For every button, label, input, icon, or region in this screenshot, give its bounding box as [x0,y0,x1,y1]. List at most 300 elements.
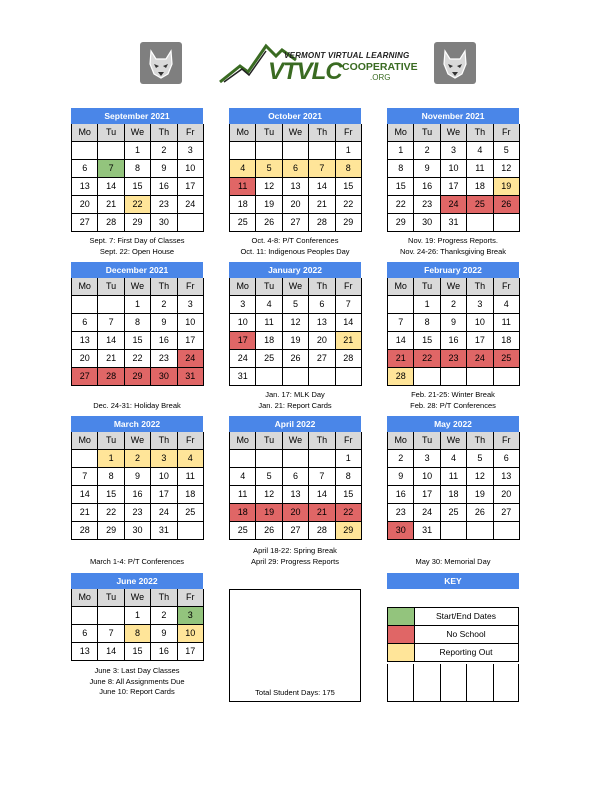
month-title: May 2022 [387,416,519,432]
day-cell: 14 [98,643,124,661]
day-cell: 14 [388,332,414,350]
day-cell: 9 [414,160,440,178]
day-cell: 14 [309,486,335,504]
day-cell: 14 [98,178,124,196]
day-cell: 17 [414,486,440,504]
month-grid [229,432,361,540]
day-cell: 24 [414,504,440,522]
day-cell [256,142,282,160]
day-cell: 28 [72,522,98,540]
month-grid [387,124,519,232]
day-cell: 4 [230,468,256,486]
month-notes [71,236,203,257]
weekday-header: Mo [72,589,98,607]
day-cell: 11 [178,468,204,486]
note-line: April 18-22: Spring Break [253,546,337,555]
day-cell [441,368,467,386]
day-cell: 8 [336,468,362,486]
day-cell: 20 [72,350,98,368]
weekday-header: Th [151,124,177,142]
day-cell: 24 [178,350,204,368]
day-cell: 28 [309,214,335,232]
note-line: Oct. 11: Indigenous Peoples Day [240,246,350,256]
day-cell: 6 [72,625,98,643]
weekday-header: Tu [98,589,124,607]
weekday-header: Tu [98,432,124,450]
day-cell: 1 [98,450,124,468]
day-cell: 3 [151,450,177,468]
day-cell: 16 [151,178,177,196]
day-cell: 25 [230,214,256,232]
month-calendar [71,108,203,232]
weekday-header: Mo [72,278,98,296]
day-cell: 17 [151,486,177,504]
month-grid [71,432,203,540]
day-cell: 20 [494,486,520,504]
day-cell: 8 [125,625,151,643]
month-notes [229,236,361,257]
day-cell: 17 [178,178,204,196]
day-cell: 7 [309,160,335,178]
day-cell: 31 [441,214,467,232]
day-cell [230,142,256,160]
day-cell: 4 [441,450,467,468]
month-calendar [387,108,519,232]
day-cell: 15 [125,332,151,350]
day-cell: 21 [336,332,362,350]
day-cell: 24 [441,196,467,214]
weekday-header: We [441,432,467,450]
weekday-header: Fr [336,278,362,296]
weekday-header: Tu [256,124,282,142]
month-calendar [229,108,361,232]
month-notes [229,546,361,567]
weekday-header: Tu [414,278,440,296]
weekday-header: We [283,124,309,142]
day-cell: 15 [414,332,440,350]
day-cell: 2 [151,296,177,314]
note-line: May 30: Memorial Day [415,557,491,566]
key-item-no-school [387,625,519,644]
month-notes [71,557,203,568]
weekday-header: We [125,278,151,296]
day-cell: 27 [309,350,335,368]
day-cell: 30 [125,522,151,540]
day-cell: 15 [336,486,362,504]
month-grid [71,589,203,661]
day-cell: 29 [98,522,124,540]
day-cell [388,296,414,314]
day-cell [467,368,493,386]
day-cell: 13 [283,486,309,504]
day-cell: 23 [151,350,177,368]
weekday-header: Th [309,278,335,296]
day-cell [414,368,440,386]
note-line: Nov. 24-26: Thanksgiving Break [399,246,507,256]
weekday-header: Mo [72,432,98,450]
logo-org: .ORG [370,73,391,82]
month-notes [387,390,519,411]
day-cell: 28 [388,368,414,386]
day-cell: 5 [494,142,520,160]
key-empty-box [387,664,519,702]
day-cell: 28 [309,522,335,540]
weekday-header: Tu [98,124,124,142]
day-cell: 10 [178,160,204,178]
weekday-header: Fr [494,124,520,142]
day-cell: 21 [98,350,124,368]
day-cell: 15 [336,178,362,196]
day-cell: 18 [230,196,256,214]
day-cell: 10 [230,314,256,332]
note-line: June 10: Report Cards [99,687,175,696]
vtvlc-logo [218,38,418,86]
day-cell: 29 [388,214,414,232]
day-cell: 12 [283,314,309,332]
day-cell: 16 [388,486,414,504]
day-cell [467,214,493,232]
day-cell: 11 [256,314,282,332]
day-cell: 9 [151,314,177,332]
day-cell: 22 [336,504,362,522]
weekday-header: We [441,278,467,296]
day-cell: 2 [125,450,151,468]
logo-wordmark: VTVLC [268,58,342,85]
month-title: April 2022 [229,416,361,432]
day-cell: 2 [151,607,177,625]
month-calendar [71,573,203,661]
day-cell: 6 [494,450,520,468]
day-cell: 5 [467,450,493,468]
green-swatch [388,608,415,625]
note-line: Sept. 22: Open House [99,246,175,256]
day-cell: 19 [256,504,282,522]
day-cell [230,450,256,468]
month-notes [229,390,361,411]
day-cell: 24 [178,196,204,214]
day-cell [98,607,124,625]
day-cell: 18 [467,178,493,196]
day-cell: 22 [336,196,362,214]
day-cell: 17 [178,643,204,661]
day-cell: 11 [467,160,493,178]
wolf-logo-left [140,42,182,84]
day-cell: 2 [441,296,467,314]
day-cell: 27 [72,214,98,232]
day-cell: 24 [230,350,256,368]
day-cell: 23 [388,504,414,522]
day-cell: 29 [336,522,362,540]
day-cell: 21 [309,196,335,214]
day-cell [309,142,335,160]
note-line: March 1-4: P/T Conferences [89,557,185,566]
day-cell: 11 [230,178,256,196]
day-cell: 19 [283,332,309,350]
day-cell: 15 [125,643,151,661]
month-grid [387,278,519,386]
day-cell: 5 [256,468,282,486]
day-cell: 11 [441,468,467,486]
day-cell: 4 [467,142,493,160]
day-cell: 20 [72,196,98,214]
day-cell: 1 [414,296,440,314]
day-cell: 16 [125,486,151,504]
day-cell: 16 [151,643,177,661]
day-cell: 29 [125,368,151,386]
day-cell: 27 [283,214,309,232]
month-title: February 2022 [387,262,519,278]
day-cell: 27 [494,504,520,522]
note-line: Feb. 21-25: Winter Break [411,390,495,399]
day-cell: 9 [125,468,151,486]
weekday-header: Th [467,278,493,296]
day-cell: 30 [414,214,440,232]
day-cell: 18 [441,486,467,504]
day-cell: 8 [388,160,414,178]
day-cell: 24 [151,504,177,522]
day-cell: 19 [467,486,493,504]
month-title: January 2022 [229,262,361,278]
day-cell: 22 [125,196,151,214]
day-cell: 4 [256,296,282,314]
day-cell: 28 [98,368,124,386]
day-cell: 9 [151,625,177,643]
day-cell: 4 [230,160,256,178]
day-cell: 19 [494,178,520,196]
day-cell: 27 [283,522,309,540]
day-cell: 6 [309,296,335,314]
key-item-reporting-out [387,643,519,662]
day-cell: 26 [256,522,282,540]
day-cell: 15 [388,178,414,196]
day-cell: 3 [178,607,204,625]
day-cell: 22 [388,196,414,214]
day-cell: 21 [98,196,124,214]
day-cell: 15 [125,178,151,196]
weekday-header: Mo [230,124,256,142]
day-cell: 12 [256,178,282,196]
month-notes [387,236,519,257]
day-cell: 1 [388,142,414,160]
day-cell [178,214,204,232]
weekday-header: Th [151,432,177,450]
day-cell: 26 [467,504,493,522]
month-title: November 2021 [387,108,519,124]
day-cell: 14 [72,486,98,504]
day-cell: 26 [283,350,309,368]
day-cell [283,368,309,386]
divider [413,664,414,702]
day-cell: 13 [494,468,520,486]
yellow-swatch [388,644,415,661]
weekday-header: Fr [178,278,204,296]
day-cell: 20 [309,332,335,350]
day-cell [283,142,309,160]
day-cell: 19 [256,196,282,214]
weekday-header: We [283,278,309,296]
day-cell: 1 [125,142,151,160]
day-cell: 4 [178,450,204,468]
weekday-header: Fr [178,124,204,142]
day-cell: 30 [151,214,177,232]
month-title: September 2021 [71,108,203,124]
day-cell: 25 [256,350,282,368]
day-cell: 11 [230,486,256,504]
weekday-header: We [441,124,467,142]
day-cell [98,142,124,160]
day-cell: 20 [283,196,309,214]
day-cell [494,368,520,386]
day-cell: 8 [125,314,151,332]
day-cell [72,450,98,468]
day-cell: 7 [98,625,124,643]
weekday-header: We [125,589,151,607]
weekday-header: Mo [388,124,414,142]
day-cell: 30 [151,368,177,386]
weekday-header: Mo [388,432,414,450]
weekday-header: Th [309,124,335,142]
day-cell: 18 [230,504,256,522]
day-cell: 14 [336,314,362,332]
note-line: June 8: All Assignments Due [89,676,185,686]
weekday-header: Fr [494,278,520,296]
day-cell [72,142,98,160]
day-cell: 3 [467,296,493,314]
day-cell: 10 [414,468,440,486]
june-middle-box [229,589,361,702]
day-cell: 12 [494,160,520,178]
day-cell [72,296,98,314]
day-cell [309,450,335,468]
day-cell [494,522,520,540]
logo-cooperative: COOPERATIVE [342,61,418,73]
day-cell: 8 [414,314,440,332]
day-cell: 6 [283,468,309,486]
day-cell: 13 [283,178,309,196]
day-cell [283,450,309,468]
day-cell: 22 [98,504,124,522]
day-cell: 28 [336,350,362,368]
red-swatch [388,626,415,643]
day-cell: 18 [256,332,282,350]
day-cell: 16 [441,332,467,350]
day-cell: 1 [336,450,362,468]
month-grid [71,278,203,386]
weekday-header: Th [151,278,177,296]
day-cell: 8 [336,160,362,178]
weekday-header: Th [467,124,493,142]
weekday-header: We [125,124,151,142]
weekday-header: Mo [230,432,256,450]
day-cell: 2 [151,142,177,160]
divider [466,664,467,702]
weekday-header: Th [151,589,177,607]
day-cell: 24 [467,350,493,368]
day-cell: 2 [388,450,414,468]
day-cell [178,522,204,540]
weekday-header: Tu [256,432,282,450]
day-cell [336,368,362,386]
month-grid [229,278,361,386]
day-cell: 1 [125,607,151,625]
day-cell: 3 [178,296,204,314]
day-cell: 10 [467,314,493,332]
wolf-head-icon [434,42,476,84]
day-cell [256,450,282,468]
month-calendar [387,416,519,540]
day-cell: 17 [441,178,467,196]
day-cell: 6 [72,160,98,178]
day-cell: 23 [414,196,440,214]
divider [493,664,494,702]
day-cell: 3 [441,142,467,160]
day-cell: 10 [441,160,467,178]
day-cell: 14 [309,178,335,196]
month-calendar [229,262,361,386]
day-cell: 13 [309,314,335,332]
weekday-header: Fr [336,432,362,450]
day-cell [441,522,467,540]
day-cell: 7 [336,296,362,314]
day-cell: 10 [178,314,204,332]
day-cell: 23 [125,504,151,522]
month-notes [71,666,203,698]
note-line: Jan. 17: MLK Day [265,390,325,399]
weekday-header: Fr [494,432,520,450]
day-cell: 25 [467,196,493,214]
note-line: Nov. 19: Progress Reports. [408,236,498,245]
weekday-header: Th [467,432,493,450]
day-cell: 7 [98,160,124,178]
wolf-logo-right [434,42,476,84]
note-line: Jan. 21: Report Cards [258,400,332,410]
day-cell [256,368,282,386]
day-cell: 31 [178,368,204,386]
day-cell: 9 [151,160,177,178]
day-cell: 6 [283,160,309,178]
day-cell: 7 [98,314,124,332]
day-cell: 20 [283,504,309,522]
month-title: December 2021 [71,262,203,278]
weekday-header: Tu [414,432,440,450]
day-cell: 29 [336,214,362,232]
month-calendar [387,262,519,386]
month-calendar [71,416,203,540]
day-cell: 11 [494,314,520,332]
day-cell: 9 [388,468,414,486]
month-calendar [71,262,203,386]
month-notes [71,401,203,412]
day-cell: 3 [230,296,256,314]
weekday-header: Fr [178,432,204,450]
day-cell: 12 [467,468,493,486]
day-cell: 9 [441,314,467,332]
weekday-header: Fr [336,124,362,142]
day-cell: 13 [72,332,98,350]
day-cell: 3 [414,450,440,468]
day-cell [72,607,98,625]
weekday-header: We [125,432,151,450]
month-title: June 2022 [71,573,203,589]
month-grid [387,432,519,540]
day-cell: 1 [125,296,151,314]
day-cell: 28 [98,214,124,232]
day-cell: 7 [72,468,98,486]
day-cell: 17 [178,332,204,350]
weekday-header: We [283,432,309,450]
note-line: Dec. 24-31: Holiday Break [93,401,181,410]
day-cell [467,522,493,540]
